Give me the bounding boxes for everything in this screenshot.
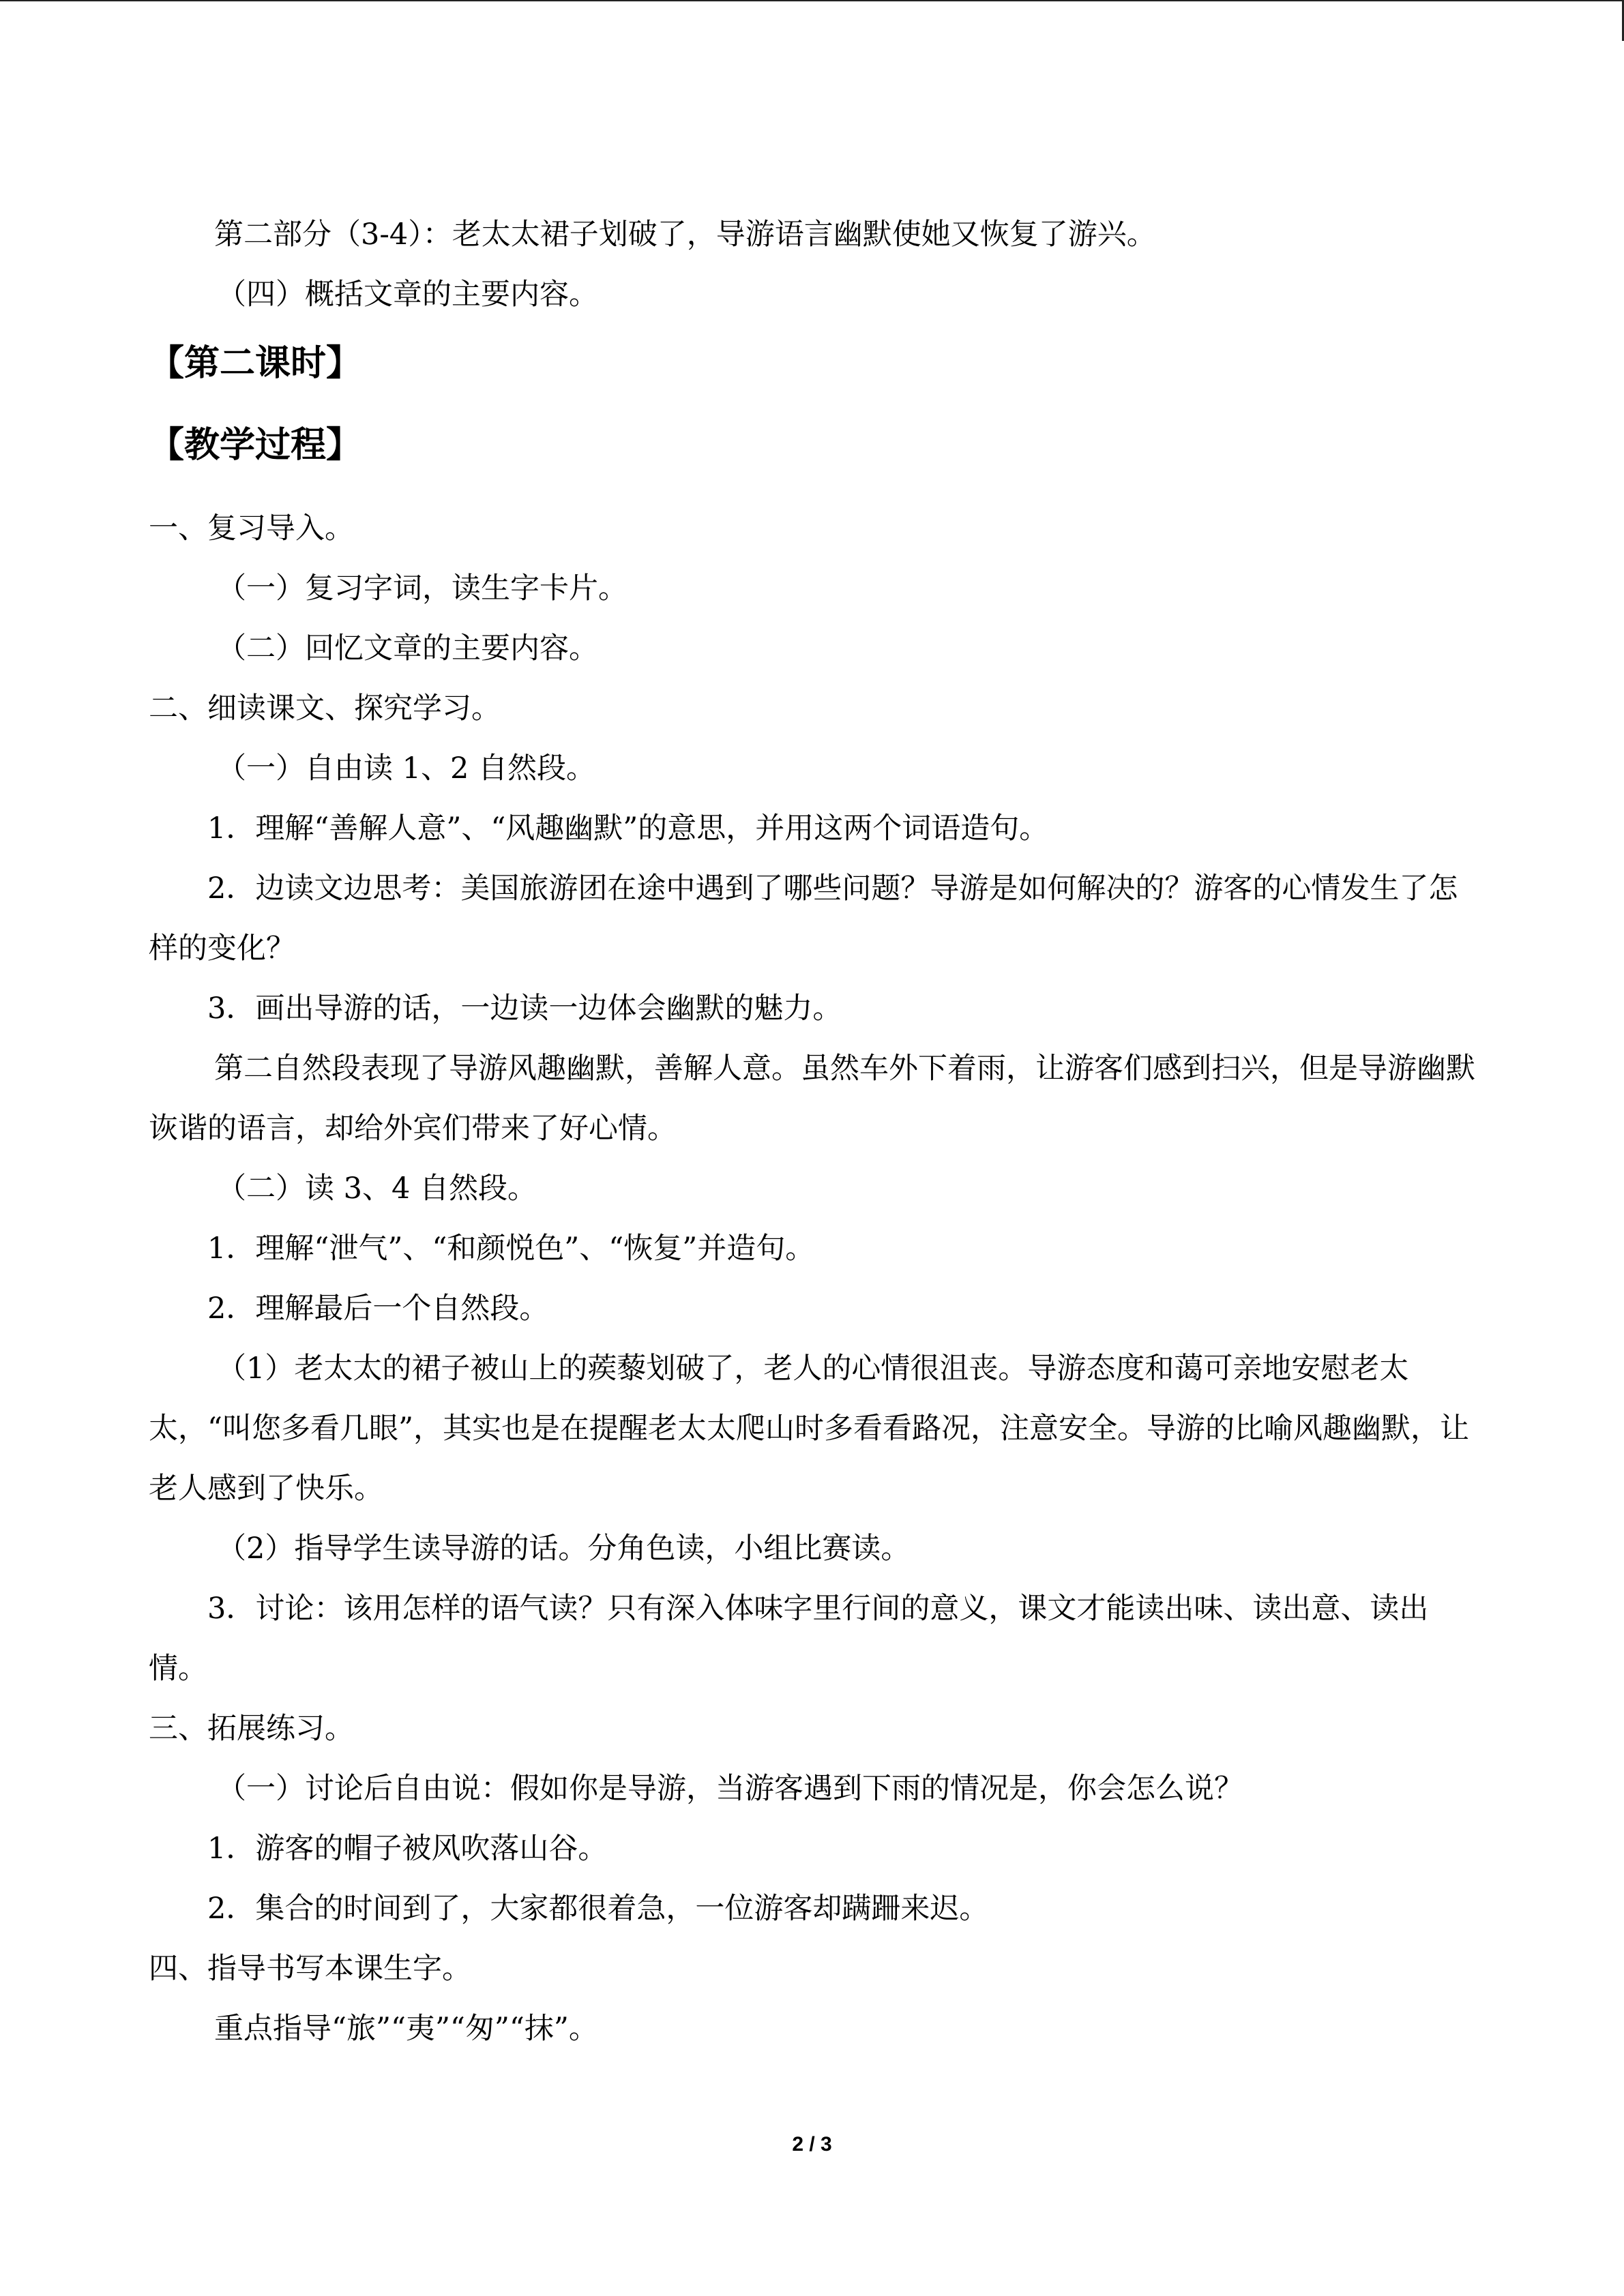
heading-teaching-process: 【教学过程】	[149, 425, 362, 466]
item-discussion-tone: 3．讨论：该用怎样的语气读？只有深入体味字里行间的意义，课文才能读出味、读出意、读出情。	[149, 1592, 1429, 1686]
section-writing-guidance: 四、指导书写本课生字。	[149, 1952, 471, 1986]
page-top-border	[0, 0, 1624, 1]
item-recall-content: （二）回忆文章的主要内容。	[217, 631, 598, 666]
section-close-reading: 二、细读课文、探究学习。	[149, 691, 501, 726]
item-read-paragraphs-3-4: （二）读 3、4 自然段。	[217, 1172, 537, 1206]
item-late-tourist: 2．集合的时间到了，大家都很着急，一位游客却蹒跚来迟。	[207, 1892, 989, 1926]
page-number: 2 / 3	[792, 2133, 832, 2156]
item-hat-blown-away: 1．游客的帽子被风吹落山谷。	[207, 1832, 608, 1866]
item-read-paragraphs-1-2: （一）自由读 1、2 自然段。	[217, 751, 596, 786]
paragraph-old-lady-skirt: （1）老太太的裙子被山上的蒺藜划破了，老人的心情很沮丧。导游态度和蔼可亲地安慰老太太，“叫您多看几眼”，其实也是在提醒老太太爬山时多看看路况，注意安全。导游的比喻风趣幽默，让老人感到了快乐。	[149, 1352, 1469, 1506]
heading-second-lesson: 【第二课时】	[149, 343, 362, 384]
item-read-and-think: 2．边读文边思考：美国旅游团在途中遇到了哪些问题？导游是如何解决的？游客的心情发生了怎样的变化？	[149, 871, 1458, 966]
item-understand-last-paragraph: 2．理解最后一个自然段。	[207, 1292, 549, 1326]
paragraph-key-characters: 重点指导“旅”“夷”“匆”“抹”。	[214, 2012, 598, 2046]
item-free-discussion: （一）讨论后自由说：假如你是导游，当游客遇到下雨的情况是，你会怎么说？	[217, 1772, 1243, 1806]
item-review-words: （一）复习字词，读生字卡片。	[217, 571, 628, 606]
section-extension-practice: 三、拓展练习。	[149, 1712, 354, 1746]
paragraph-part-two-summary: 第二部分（3-4）：老太太裙子划破了，导游语言幽默使她又恢复了游兴。	[214, 218, 1156, 252]
paragraph-summarize-content: （四）概括文章的主要内容。	[217, 278, 598, 312]
item-mark-guide-words: 3．画出导游的话，一边读一边体会幽默的魅力。	[207, 992, 842, 1026]
section-review-intro: 一、复习导入。	[149, 511, 354, 546]
item-understand-words: 1．理解“善解人意”、“风趣幽默”的意思，并用这两个词语造句。	[207, 811, 1049, 846]
paragraph-second-paragraph-analysis: 第二自然段表现了导游风趣幽默，善解人意。虽然车外下着雨，让游客们感到扫兴，但是导游幽默诙谐的语言，却给外宾们带来了好心情。	[149, 1052, 1475, 1146]
item-guide-reading: （2）指导学生读导游的话。分角色读，小组比赛读。	[217, 1532, 911, 1566]
item-understand-phrases: 1．理解“泄气”、“和颜悦色”、“恢复”并造句。	[207, 1232, 815, 1266]
